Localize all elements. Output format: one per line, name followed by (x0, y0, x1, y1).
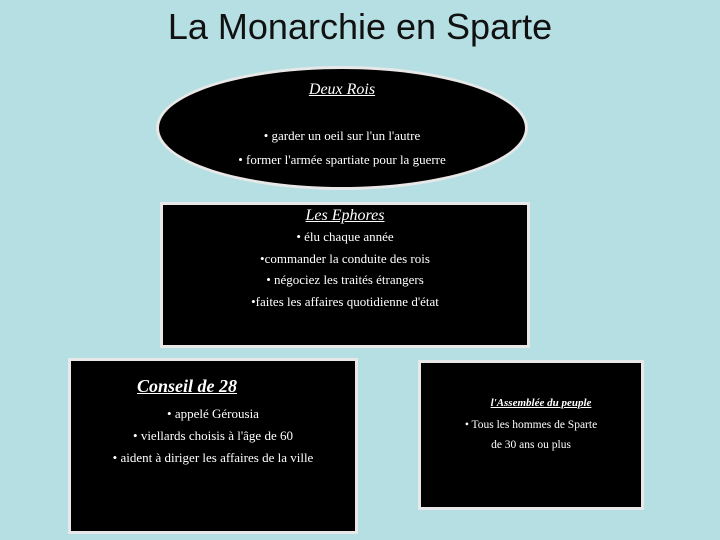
ephores-item: •faites les affaires quotidienne d'état (251, 293, 439, 309)
deux-rois-heading: Deux Rois (308, 81, 376, 98)
ephores-node (160, 202, 530, 348)
deux-rois-node (156, 66, 528, 190)
assemblee-node (418, 360, 644, 510)
ephores-item: •commander la conduite des rois (260, 250, 430, 266)
page-title: La Monarchie en Sparte (167, 6, 553, 47)
assemblee-item: de 30 ans ou plus (491, 439, 571, 451)
deux-rois-list (159, 124, 525, 172)
conseil-item: • appelé Gérousia (167, 406, 259, 421)
assemblee-item: • Tous les hommes de Sparte (464, 419, 598, 431)
conseil-heading: Conseil de 28 (137, 376, 238, 396)
deux-rois-item: • former l'armée spartiate pour la guerre (238, 152, 446, 167)
ephores-item: • négociez les traités étrangers (266, 272, 424, 287)
conseil-item: • aident à diriger les affaires de la ville (112, 450, 314, 465)
assemblee-heading: l'Assemblée du peuple (490, 397, 592, 409)
conseil-node (68, 358, 358, 534)
deux-rois-item: • garder un oeil sur l'un l'autre (263, 128, 421, 143)
ephores-heading: Les Ephores (305, 207, 385, 224)
conseil-item: • viellards choisis à l'âge de 60 (133, 428, 293, 443)
conseil-list (71, 403, 355, 469)
ephores-item: • élu chaque année (296, 229, 394, 244)
assemblee-list (421, 415, 641, 455)
